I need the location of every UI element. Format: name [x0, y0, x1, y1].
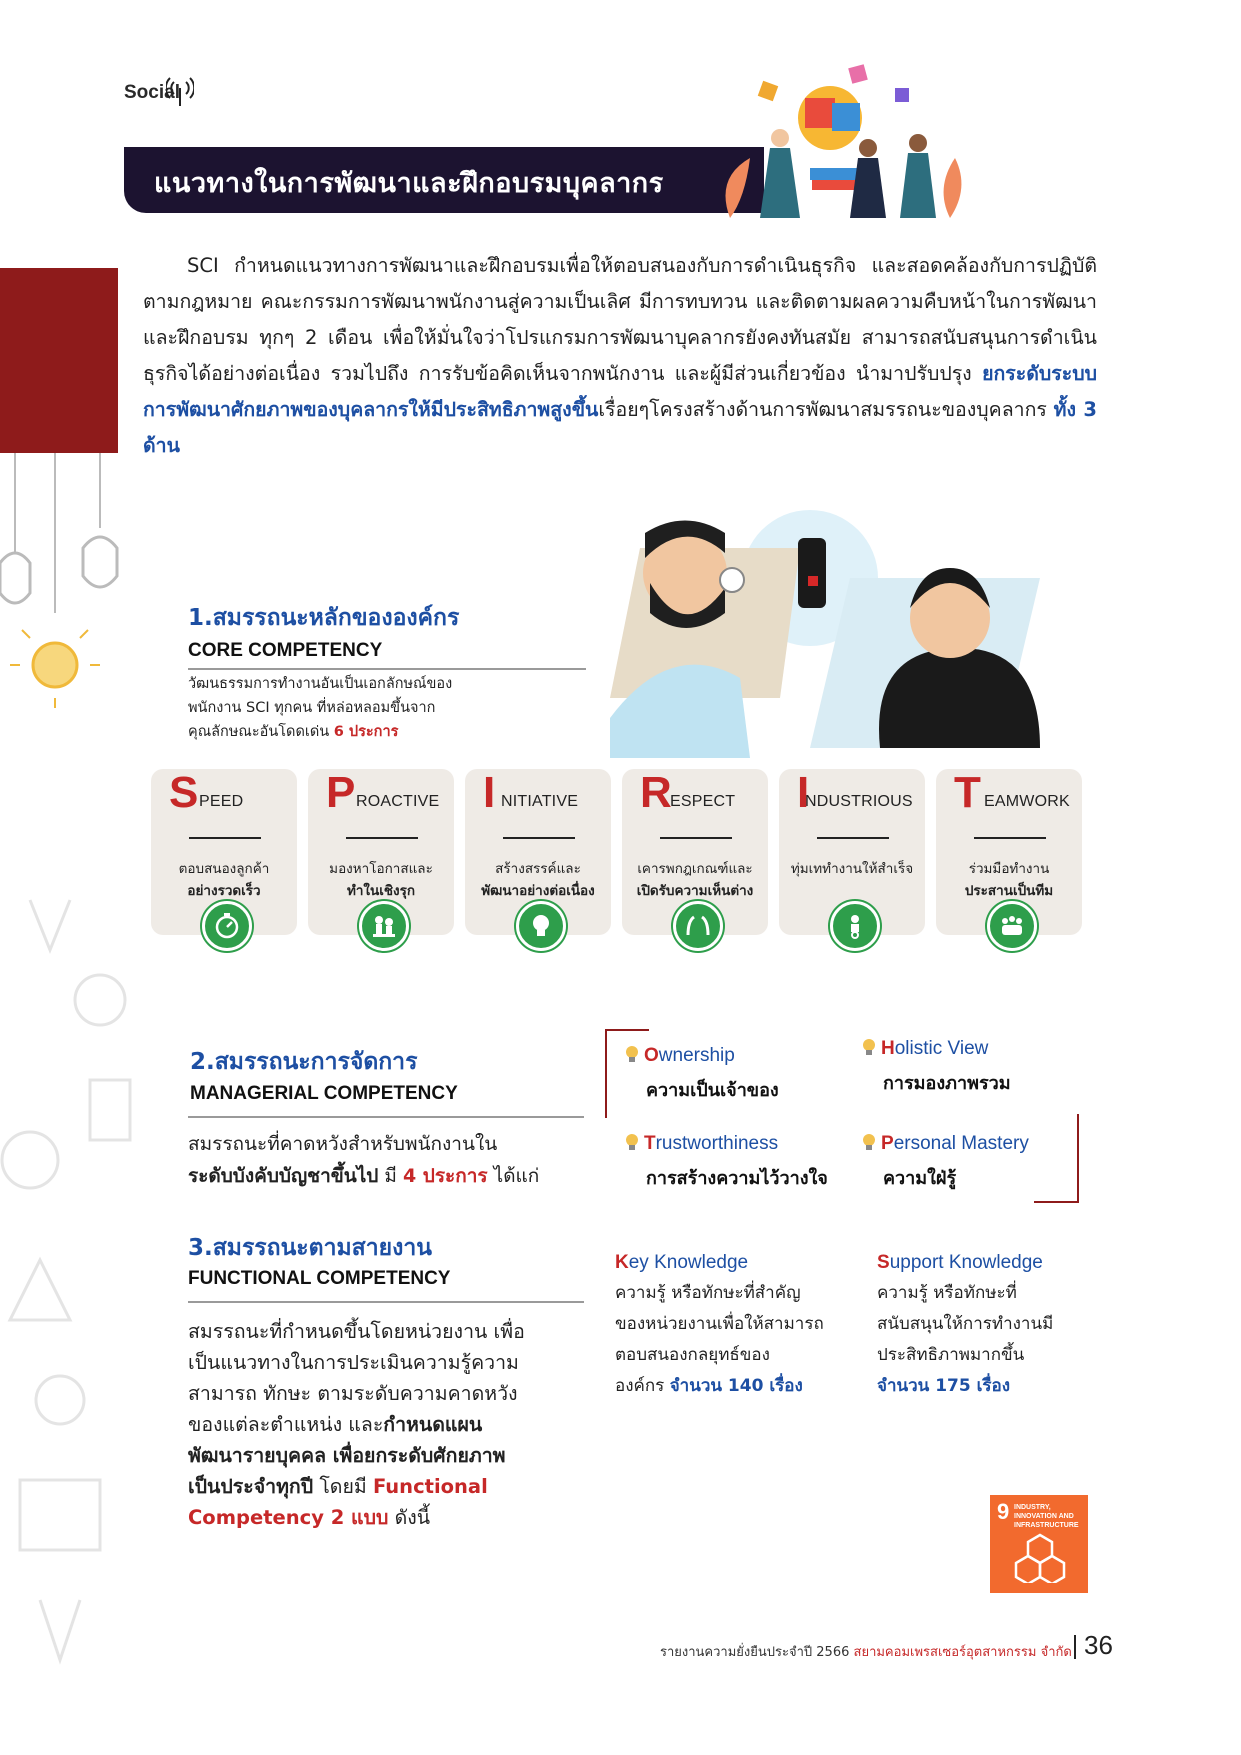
card-letter: I: [797, 768, 810, 817]
bulb-icon: [624, 1045, 638, 1061]
card-desc-bold: ประสานเป็นทีม: [964, 883, 1054, 899]
core-subtitle: CORE COMPETENCY: [188, 640, 383, 661]
functional-desc-text: ดังนี้: [388, 1506, 431, 1529]
knowledge-name: ey Knowledge: [628, 1252, 749, 1273]
managerial-item-ownership: [624, 1045, 779, 1104]
functional-divider: [188, 1301, 584, 1303]
item-initial: P: [881, 1133, 894, 1154]
item-initial: O: [644, 1045, 659, 1066]
managerial-desc-bold: ระดับบังคับบัญชาขึ้นไป: [188, 1165, 379, 1187]
card-divider: [817, 837, 889, 839]
functional-highlight: Competency 2 แบบ: [188, 1506, 389, 1529]
card-divider: [503, 837, 575, 839]
card-letter: P: [326, 768, 356, 817]
card-word: NDUSTRIOUS: [805, 793, 913, 810]
core-card-speed: [151, 769, 297, 935]
core-card-teamwork: [936, 769, 1082, 935]
support-knowledge-block: [877, 1252, 1053, 1402]
card-desc: ตอบสนองลูกค้า: [178, 861, 270, 877]
managerial-divider: [188, 1116, 584, 1118]
footer-text: [660, 1641, 1072, 1662]
item-initial: H: [881, 1038, 895, 1059]
card-desc-bold: ทำในเชิงรุก: [346, 883, 416, 899]
card-divider: [660, 837, 732, 839]
card-desc: ทุ่มเททำงานให้สำเร็จ: [790, 861, 914, 877]
knowledge-initial: S: [877, 1252, 890, 1273]
team-puzzle-illustration: [720, 58, 980, 218]
brand-label: Social: [124, 82, 180, 104]
intro-text: SCI กำหนดแนวทางการพัฒนาและฝึกอบรมเพื่อให้ตอบสนองกับการดำเนินธุรกิจ และสอดคล้องกับการปฏิบัติตามกฎหมาย คณะกรรมการพัฒนาพนักงานสู่ความเป็นเลิศ มีการทบทวน และติดตามผลความคืบหน้าในการพัฒนาและฝึกอบรม ทุกๆ 2 เดือน เพื่อให้มั่นใจว่าโปรแกรมการพัฒนาบุคลากรยังคงทันสมัย สามารถสนับสนุนการดำเนินธุรกิจได้อย่างต่อเนื่อง รวมไปถึง การรับข้อคิดเห็นจากพนักงาน และผู้มีส่วนเกี่ยวข้อง นำมาปรับปรุง: [143, 254, 1097, 385]
functional-highlight: Functional: [372, 1475, 488, 1498]
knowledge-initial: K: [615, 1252, 629, 1273]
card-letter: T: [954, 768, 981, 817]
chess-icon: [359, 901, 409, 951]
item-thai: ความใฝ่รู้: [883, 1168, 957, 1189]
functional-description: [188, 1316, 525, 1533]
card-word: NITIATIVE: [501, 793, 579, 810]
card-word: EAMWORK: [984, 793, 1070, 810]
managerial-description: [188, 1128, 539, 1192]
card-letter: R: [640, 768, 672, 817]
core-desc-line: คุณลักษณะอันโดดเด่น: [188, 724, 334, 740]
knowledge-desc: ตอบสนองกลยุทธ์ของ: [615, 1345, 770, 1365]
managerial-item-trustworthiness: [624, 1133, 828, 1192]
sdg-9-badge: [990, 1495, 1088, 1593]
item-thai: การมองภาพรวม: [883, 1073, 1011, 1094]
core-desc-line: วัฒนธรรมการทำงานอันเป็นเอกลักษณ์ของ: [188, 676, 453, 692]
core-description: [188, 672, 452, 744]
team-icon: [987, 901, 1037, 951]
card-desc: สร้างสรรค์และ: [495, 861, 581, 877]
footer-company: สยามคอมเพรสเซอร์อุตสาหกรรม จำกัด: [853, 1645, 1072, 1660]
decorative-red-bar: [0, 268, 118, 453]
cubes-icon: [1010, 1531, 1070, 1583]
card-letter: I: [483, 768, 496, 817]
managerial-title: 2.สมรรถนะการจัดการ: [190, 1049, 418, 1075]
knowledge-desc: ความรู้ หรือทักษะที่: [877, 1283, 1017, 1303]
functional-desc-bold: กำหนดแผน: [383, 1413, 483, 1436]
functional-subtitle: FUNCTIONAL COMPETENCY: [188, 1268, 451, 1289]
functional-desc-bold: พัฒนารายบุคคล เพื่อยกระดับศักยภาพ: [188, 1444, 506, 1467]
card-divider: [189, 837, 261, 839]
managerial-count: 4 ประการ: [402, 1165, 488, 1187]
core-divider: [188, 668, 586, 670]
card-letter: S: [169, 768, 199, 817]
intro-highlight: ยกระดับระบบการพัฒนาศักยภาพของบุคลากรให้มีประสิทธิภาพสูงขึ้น: [143, 362, 1097, 421]
card-word: ESPECT: [670, 793, 736, 810]
core-card-initiative: [465, 769, 611, 935]
core-card-respect: [622, 769, 768, 935]
managerial-desc-text: ได้แก่: [487, 1165, 540, 1187]
card-desc-bold: อย่างรวดเร็ว: [187, 883, 261, 899]
worker-icon: [830, 901, 880, 951]
page-title: แนวทางในการพัฒนาและฝึกอบรมบุคลากร: [154, 168, 664, 199]
item-name: ersonal Mastery: [893, 1133, 1029, 1154]
sdg-label: INDUSTRY, INNOVATION AND INFRASTRUCTURE: [1014, 1504, 1079, 1529]
bulb-icon: [624, 1133, 638, 1149]
item-thai: ความเป็นเจ้าของ: [646, 1080, 779, 1101]
core-desc-line: พนักงาน SCI ทุกคน ที่หล่อหลอมขึ้นจาก: [188, 700, 436, 716]
functional-title: 3.สมรรถนะตามสายงาน: [188, 1235, 432, 1261]
item-initial: T: [644, 1133, 656, 1154]
managerial-item-personal-mastery: [861, 1133, 1029, 1192]
card-divider: [346, 837, 418, 839]
card-divider: [974, 837, 1046, 839]
knowledge-desc: ประสิทธิภาพมากขึ้น: [877, 1345, 1025, 1365]
functional-desc-line: เป็นแนวทางในการประเมินความรู้ความ: [188, 1351, 519, 1374]
core-count: 6 ประการ: [333, 724, 399, 740]
card-desc: มองหาโอกาสและ: [329, 861, 433, 877]
functional-desc-text: โดยมี: [313, 1475, 373, 1498]
item-name: olistic View: [894, 1038, 989, 1059]
bulb-icon: [861, 1038, 875, 1054]
knowledge-name: upport Knowledge: [889, 1252, 1043, 1273]
intro-text-2: เรื่อยๆโครงสร้างด้านการพัฒนาสมรรถนะของบุคลากร: [598, 398, 1054, 421]
functional-desc-line: ของแต่ละตำแหน่ง และ: [188, 1413, 384, 1436]
card-desc-bold: พัฒนาอย่างต่อเนื่อง: [481, 883, 595, 899]
card-word: PEED: [199, 793, 244, 810]
title-banner: [124, 147, 764, 213]
core-card-industrious: [779, 769, 925, 935]
core-card-proactive: [308, 769, 454, 935]
managerial-desc-text: มี: [378, 1165, 403, 1187]
item-thai: การสร้างความไว้วางใจ: [646, 1168, 828, 1189]
footer-separator: [1074, 1635, 1076, 1659]
item-name: rustworthiness: [655, 1133, 779, 1154]
card-word: ROACTIVE: [356, 793, 440, 810]
functional-desc-line: สมรรถนะที่กำหนดขึ้นโดยหน่วยงาน เพื่อ: [188, 1320, 525, 1343]
item-name: wnership: [658, 1045, 735, 1066]
knowledge-count: จำนวน 175 เรื่อง: [877, 1376, 1011, 1396]
functional-desc-line: สามารถ ทักษะ ตามระดับความคาดหวัง: [188, 1382, 518, 1405]
people-with-compressor-illustration: [610, 498, 1050, 758]
managerial-subtitle: MANAGERIAL COMPETENCY: [190, 1083, 458, 1104]
footer-report: รายงานความยั่งยืนประจำปี 2566: [660, 1645, 854, 1660]
signal-icon: [166, 76, 194, 106]
knowledge-desc: สนับสนุนให้การทำงานมี: [877, 1314, 1054, 1334]
stopwatch-icon: [202, 901, 252, 951]
card-desc-bold: เปิดรับความเห็นต่าง: [636, 883, 754, 899]
functional-desc-bold: เป็นประจำทุกปี: [188, 1475, 314, 1498]
knowledge-desc: ความรู้ หรือทักษะที่สำคัญ: [615, 1283, 801, 1303]
page-number: 36: [1084, 1630, 1113, 1660]
line-art-decoration: [0, 880, 180, 1740]
managerial-item-holistic-view: [861, 1038, 1011, 1097]
knowledge-desc: องค์กร: [615, 1376, 670, 1396]
key-knowledge-block: [615, 1252, 824, 1402]
bulb-icon: [861, 1133, 875, 1149]
hanging-bulbs-decoration: [0, 453, 130, 713]
intro-paragraph: [143, 248, 1097, 464]
knowledge-count: จำนวน 140 เรื่อง: [669, 1376, 803, 1396]
lightbulb-icon: [516, 901, 566, 951]
core-title: 1.สมรรถนะหลักขององค์กร: [188, 605, 460, 631]
managerial-desc-line: สมรรถนะที่คาดหวังสำหรับพนักงานใน: [188, 1133, 498, 1155]
card-desc: เคารพกฎเกณฑ์และ: [637, 861, 753, 877]
handshake-icon: [673, 901, 723, 951]
sdg-number: 9: [997, 1499, 1010, 1524]
knowledge-desc: ของหน่วยงานเพื่อให้สามารถ: [615, 1314, 824, 1334]
card-desc: ร่วมมือทำงาน: [968, 861, 1050, 877]
intro-highlight-2: ทั้ง 3 ด้าน: [143, 398, 1097, 457]
